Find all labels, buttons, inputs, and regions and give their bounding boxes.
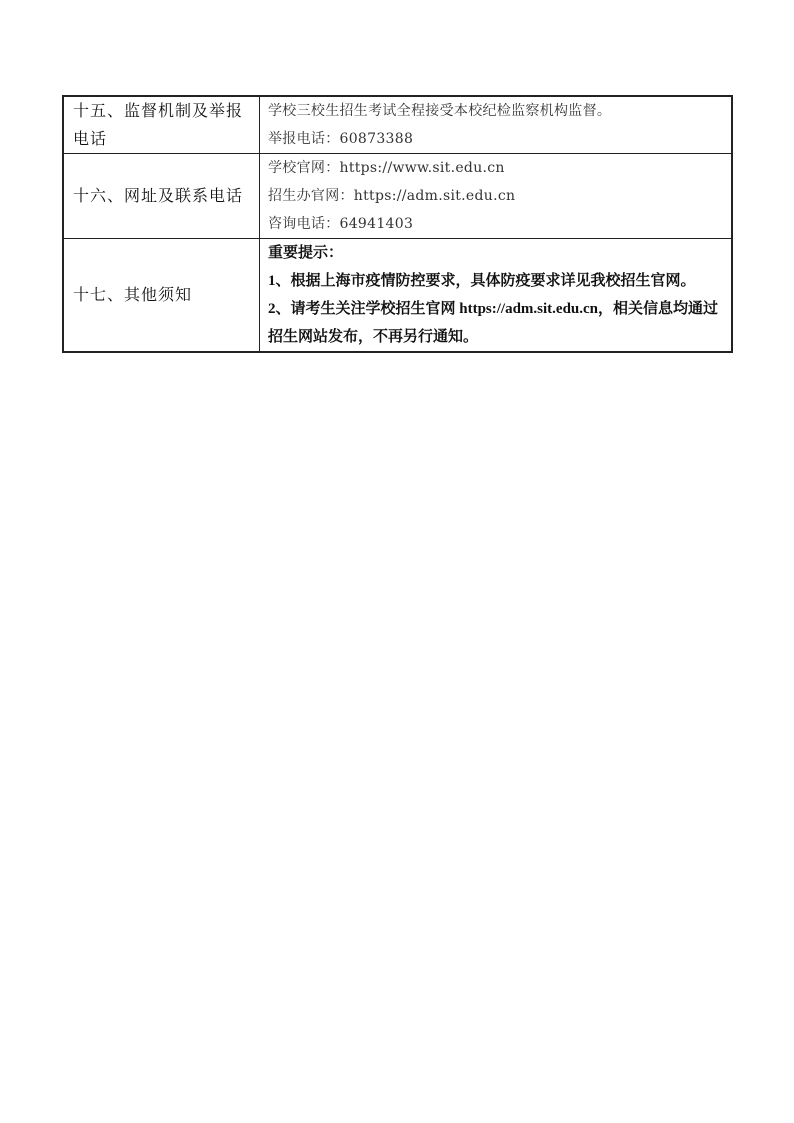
consult-phone: 咨询电话：64941403 bbox=[268, 216, 414, 232]
table-row-notices bbox=[63, 239, 732, 353]
school-website[interactable]: 学校官网：https://www.sit.edu.cn bbox=[268, 160, 505, 176]
value-cell bbox=[260, 154, 733, 239]
table-row-contacts bbox=[63, 154, 732, 239]
row-label-notices: 十七、其他须知 bbox=[73, 285, 193, 304]
table-row-supervision bbox=[63, 96, 732, 154]
value-cell bbox=[260, 239, 733, 353]
supervision-text: 学校三校生招生考试全程接受本校纪检监察机构监督。 bbox=[268, 103, 612, 119]
value-cell bbox=[260, 96, 733, 154]
label-cell bbox=[63, 96, 260, 154]
label-cell bbox=[63, 154, 260, 239]
notice-heading: 重要提示： bbox=[268, 245, 344, 261]
row-label-contacts: 十六、网址及联系电话 bbox=[73, 186, 244, 205]
notice-item-2: 2、请考生关注学校招生官网 https://adm.sit.edu.cn，相关信息均通过招生网站发布，不再另行通知。 bbox=[268, 301, 719, 345]
admission-info-table bbox=[62, 95, 733, 353]
label-cell bbox=[63, 239, 260, 353]
admission-website[interactable]: 招生办官网：https://adm.sit.edu.cn bbox=[268, 188, 516, 204]
row-label-supervision: 十五、监督机制及举报电话 bbox=[73, 101, 244, 148]
report-phone: 举报电话：60873388 bbox=[268, 131, 414, 147]
notice-item-1: 1、根据上海市疫情防控要求，具体防疫要求详见我校招生官网。 bbox=[268, 273, 696, 289]
